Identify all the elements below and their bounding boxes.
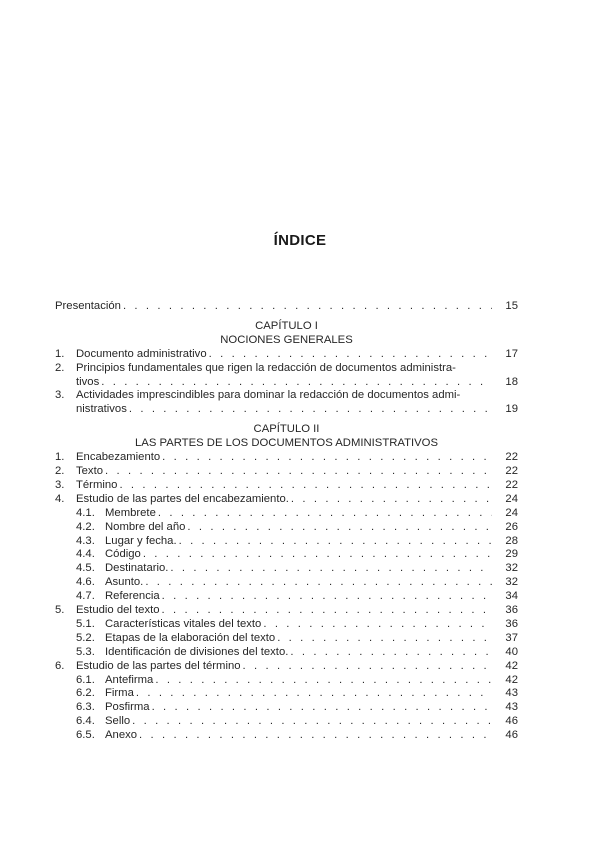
entry-label: Sello	[105, 715, 131, 728]
toc-entry[interactable]	[55, 479, 518, 493]
toc-subentry[interactable]	[55, 590, 518, 604]
toc-entry[interactable]	[55, 362, 518, 390]
toc-entry[interactable]	[55, 465, 518, 479]
toc-subentry[interactable]	[55, 507, 518, 521]
entry-label: Identificación de divisiones del texto.	[105, 645, 289, 658]
entry-number: 6.5.	[76, 729, 95, 742]
dot-leader	[143, 548, 492, 562]
dot-leader	[170, 562, 492, 576]
dot-leader	[119, 479, 492, 493]
page-number: 43	[505, 687, 518, 700]
entry-label: Referencia	[105, 590, 160, 603]
page-number: 15	[505, 300, 518, 312]
dot-leader	[209, 348, 492, 362]
toc-subentry[interactable]	[55, 576, 518, 590]
table-of-contents	[55, 300, 518, 743]
dot-leader	[158, 507, 492, 521]
entry-label: Lugar y fecha.	[105, 534, 177, 547]
toc-entry[interactable]	[55, 451, 518, 465]
entry-label: Asunto.	[105, 576, 144, 589]
entry-label: Características vitales del texto	[105, 617, 262, 630]
entry-number: 4.1.	[76, 506, 95, 519]
dot-leader	[243, 660, 492, 674]
dot-leader	[123, 300, 492, 314]
entry-label-line2: nistrativos	[76, 403, 127, 416]
toc-entry[interactable]	[55, 604, 518, 618]
entry-number: 6.3.	[76, 701, 95, 714]
dot-leader	[101, 376, 492, 390]
page-number: 18	[505, 375, 518, 388]
toc-subentry[interactable]	[55, 632, 518, 646]
entry-number: 4.5.	[76, 562, 95, 575]
page-number: 17	[505, 347, 518, 360]
toc-subentry[interactable]	[55, 687, 518, 701]
entry-label: Membrete	[105, 506, 156, 519]
page-number: 43	[505, 701, 518, 714]
page-number: 22	[505, 451, 518, 464]
entry-label: Posfirma	[105, 701, 150, 714]
toc-subentry[interactable]	[55, 729, 518, 743]
entry-label: Estudio de las partes del término	[76, 659, 241, 672]
dot-leader	[277, 632, 492, 646]
entry-label: Estudio del texto	[76, 604, 160, 617]
chapter-heading: CAPÍTULO II	[253, 423, 320, 436]
entry-number: 4.7.	[76, 590, 95, 603]
dot-leader	[155, 674, 492, 688]
entry-label: Término	[76, 478, 118, 491]
entry-number: 6.	[55, 659, 65, 672]
toc-entry[interactable]	[55, 348, 518, 362]
entry-number: 6.2.	[76, 687, 95, 700]
page-number: 32	[505, 562, 518, 575]
toc-subentry[interactable]	[55, 646, 518, 660]
dot-leader	[263, 618, 492, 632]
page-number: 40	[505, 645, 518, 658]
page-number: 29	[505, 548, 518, 561]
toc-subentry[interactable]	[55, 548, 518, 562]
dot-leader	[145, 576, 492, 590]
dot-leader	[162, 590, 492, 604]
entry-label: Presentación	[55, 300, 121, 312]
toc-subentry[interactable]	[55, 562, 518, 576]
entry-number: 5.3.	[76, 645, 95, 658]
chapter-heading: CAPÍTULO I	[255, 319, 318, 332]
toc-entry[interactable]	[55, 493, 518, 507]
chapter-entries	[55, 451, 518, 743]
entry-label: Etapas de la elaboración del texto	[105, 631, 276, 644]
dot-leader	[187, 521, 492, 535]
toc-entry[interactable]	[55, 660, 518, 674]
entry-number: 2.	[55, 464, 65, 477]
dot-leader	[291, 493, 492, 507]
entry-number: 4.3.	[76, 534, 95, 547]
toc-subentry[interactable]	[55, 535, 518, 549]
page-number: 22	[505, 464, 518, 477]
page-number: 42	[505, 659, 518, 672]
entry-label: Destinatario.	[105, 562, 169, 575]
dot-leader	[132, 715, 492, 729]
dot-leader	[105, 465, 492, 479]
dot-leader	[139, 729, 492, 743]
entry-label: Anexo	[105, 729, 138, 742]
page-number: 42	[505, 673, 518, 686]
page-number: 19	[505, 403, 518, 416]
entry-label: Firma	[105, 687, 134, 700]
page-number: 24	[505, 506, 518, 519]
toc-subentry[interactable]	[55, 674, 518, 688]
page-number: 34	[505, 590, 518, 603]
entry-number: 3.	[55, 389, 65, 402]
chapter-subtitle: NOCIONES GENERALES	[220, 333, 353, 346]
dot-leader	[129, 403, 492, 417]
page-number: 36	[505, 617, 518, 630]
entry-number: 4.2.	[76, 520, 95, 533]
dot-leader	[162, 451, 492, 465]
entry-number: 6.1.	[76, 673, 95, 686]
entry-label: Documento administrativo	[76, 347, 207, 360]
entry-number: 6.4.	[76, 715, 95, 728]
entry-label-line2: tivos	[76, 375, 100, 388]
dot-leader	[179, 535, 492, 549]
toc-entry-presentation[interactable]	[55, 300, 518, 314]
page-number: 36	[505, 604, 518, 617]
entry-number: 2.	[55, 361, 65, 374]
entry-label: Encabezamiento	[76, 451, 161, 464]
toc-subentry[interactable]	[55, 521, 518, 535]
dot-leader	[162, 604, 492, 618]
entry-number: 5.1.	[76, 617, 95, 630]
entry-number: 4.4.	[76, 548, 95, 561]
toc-subentry[interactable]	[55, 618, 518, 632]
entry-number: 1.	[55, 347, 65, 360]
entry-number: 5.2.	[76, 631, 95, 644]
entry-number: 1.	[55, 451, 65, 464]
entry-label: Código	[105, 548, 141, 561]
entry-label-line1: Principios fundamentales que rigen la redacción de documentos administra-	[76, 361, 456, 374]
page-number: 26	[505, 520, 518, 533]
entry-label: Estudio de las partes del encabezamiento.	[76, 492, 289, 505]
entry-number: 4.	[55, 492, 65, 505]
page-title: ÍNDICE	[273, 232, 327, 249]
entry-label: Nombre del año	[105, 520, 186, 533]
toc-subentry[interactable]	[55, 701, 518, 715]
page-number: 46	[505, 715, 518, 728]
page-number: 24	[505, 492, 518, 505]
toc-subentry[interactable]	[55, 715, 518, 729]
entry-number: 3.	[55, 478, 65, 491]
page-number: 22	[505, 478, 518, 491]
dot-leader	[290, 646, 492, 660]
page-number: 46	[505, 729, 518, 742]
chapter-subtitle: LAS PARTES DE LOS DOCUMENTOS ADMINISTRATIVOS	[135, 437, 438, 450]
page-number: 37	[505, 631, 518, 644]
page-number: 28	[505, 534, 518, 547]
dot-leader	[136, 687, 492, 701]
entry-label: Antefirma	[105, 673, 154, 686]
entry-label-line1: Actividades imprescindibles para dominar la redacción de documentos admi-	[76, 389, 461, 402]
dot-leader	[152, 701, 492, 715]
page-number: 32	[505, 576, 518, 589]
toc-entry[interactable]	[55, 389, 518, 417]
entry-label: Texto	[76, 464, 104, 477]
entry-number: 5.	[55, 604, 65, 617]
entry-number: 4.6.	[76, 576, 95, 589]
